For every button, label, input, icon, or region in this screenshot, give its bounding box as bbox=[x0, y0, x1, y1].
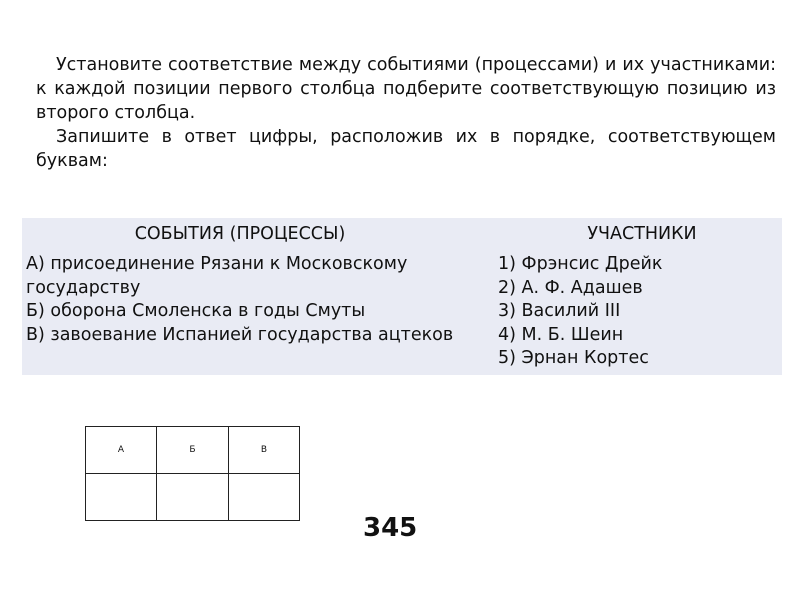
participant-item-2: 2) А. Ф. Адашев bbox=[498, 277, 643, 298]
participant-item-1: 1) Фрэнсис Дрейк bbox=[498, 254, 663, 274]
answer-cell-b[interactable] bbox=[157, 474, 229, 521]
participants-column-header: УЧАСТНИКИ bbox=[587, 224, 697, 244]
events-column-header: СОБЫТИЯ (ПРОЦЕССЫ) bbox=[134, 224, 346, 244]
answer-value: 345 bbox=[363, 513, 418, 543]
answer-cell-v[interactable] bbox=[229, 474, 300, 521]
participant-item-4: 4) М. Б. Шеин bbox=[498, 324, 624, 345]
matching-table bbox=[22, 218, 782, 375]
answer-grid-answer-row bbox=[86, 474, 300, 521]
answer-grid-letter-a: А bbox=[86, 427, 157, 474]
answer-grid bbox=[85, 426, 300, 521]
answer-grid-letters-row bbox=[86, 427, 300, 474]
instruction-paragraph-2: Запишите в ответ цифры, расположив их в порядке, соответствующем буквам: bbox=[36, 127, 776, 171]
answer-grid-letter-b: Б bbox=[157, 427, 229, 474]
event-item-a: А) присоединение Рязани к Московскому государству bbox=[26, 254, 408, 298]
instruction-paragraph-1: Установите соответствие между событиями (процессами) и их участниками: к каждой позиции первого столбца подберите соответствующую позицию из второго столбца. bbox=[36, 55, 776, 123]
participants-list bbox=[498, 253, 778, 371]
event-item-v: В) завоевание Испанией государства ацтеков bbox=[26, 324, 454, 345]
answer-cell-a[interactable] bbox=[86, 474, 157, 521]
event-item-b: Б) оборона Смоленска в годы Смуты bbox=[26, 301, 366, 321]
participant-item-5: 5) Эрнан Кортес bbox=[498, 348, 649, 368]
events-list bbox=[26, 253, 466, 347]
task-instructions bbox=[36, 53, 776, 173]
answer-grid-letter-v: В bbox=[229, 427, 300, 474]
participant-item-3: 3) Василий III bbox=[498, 301, 621, 321]
